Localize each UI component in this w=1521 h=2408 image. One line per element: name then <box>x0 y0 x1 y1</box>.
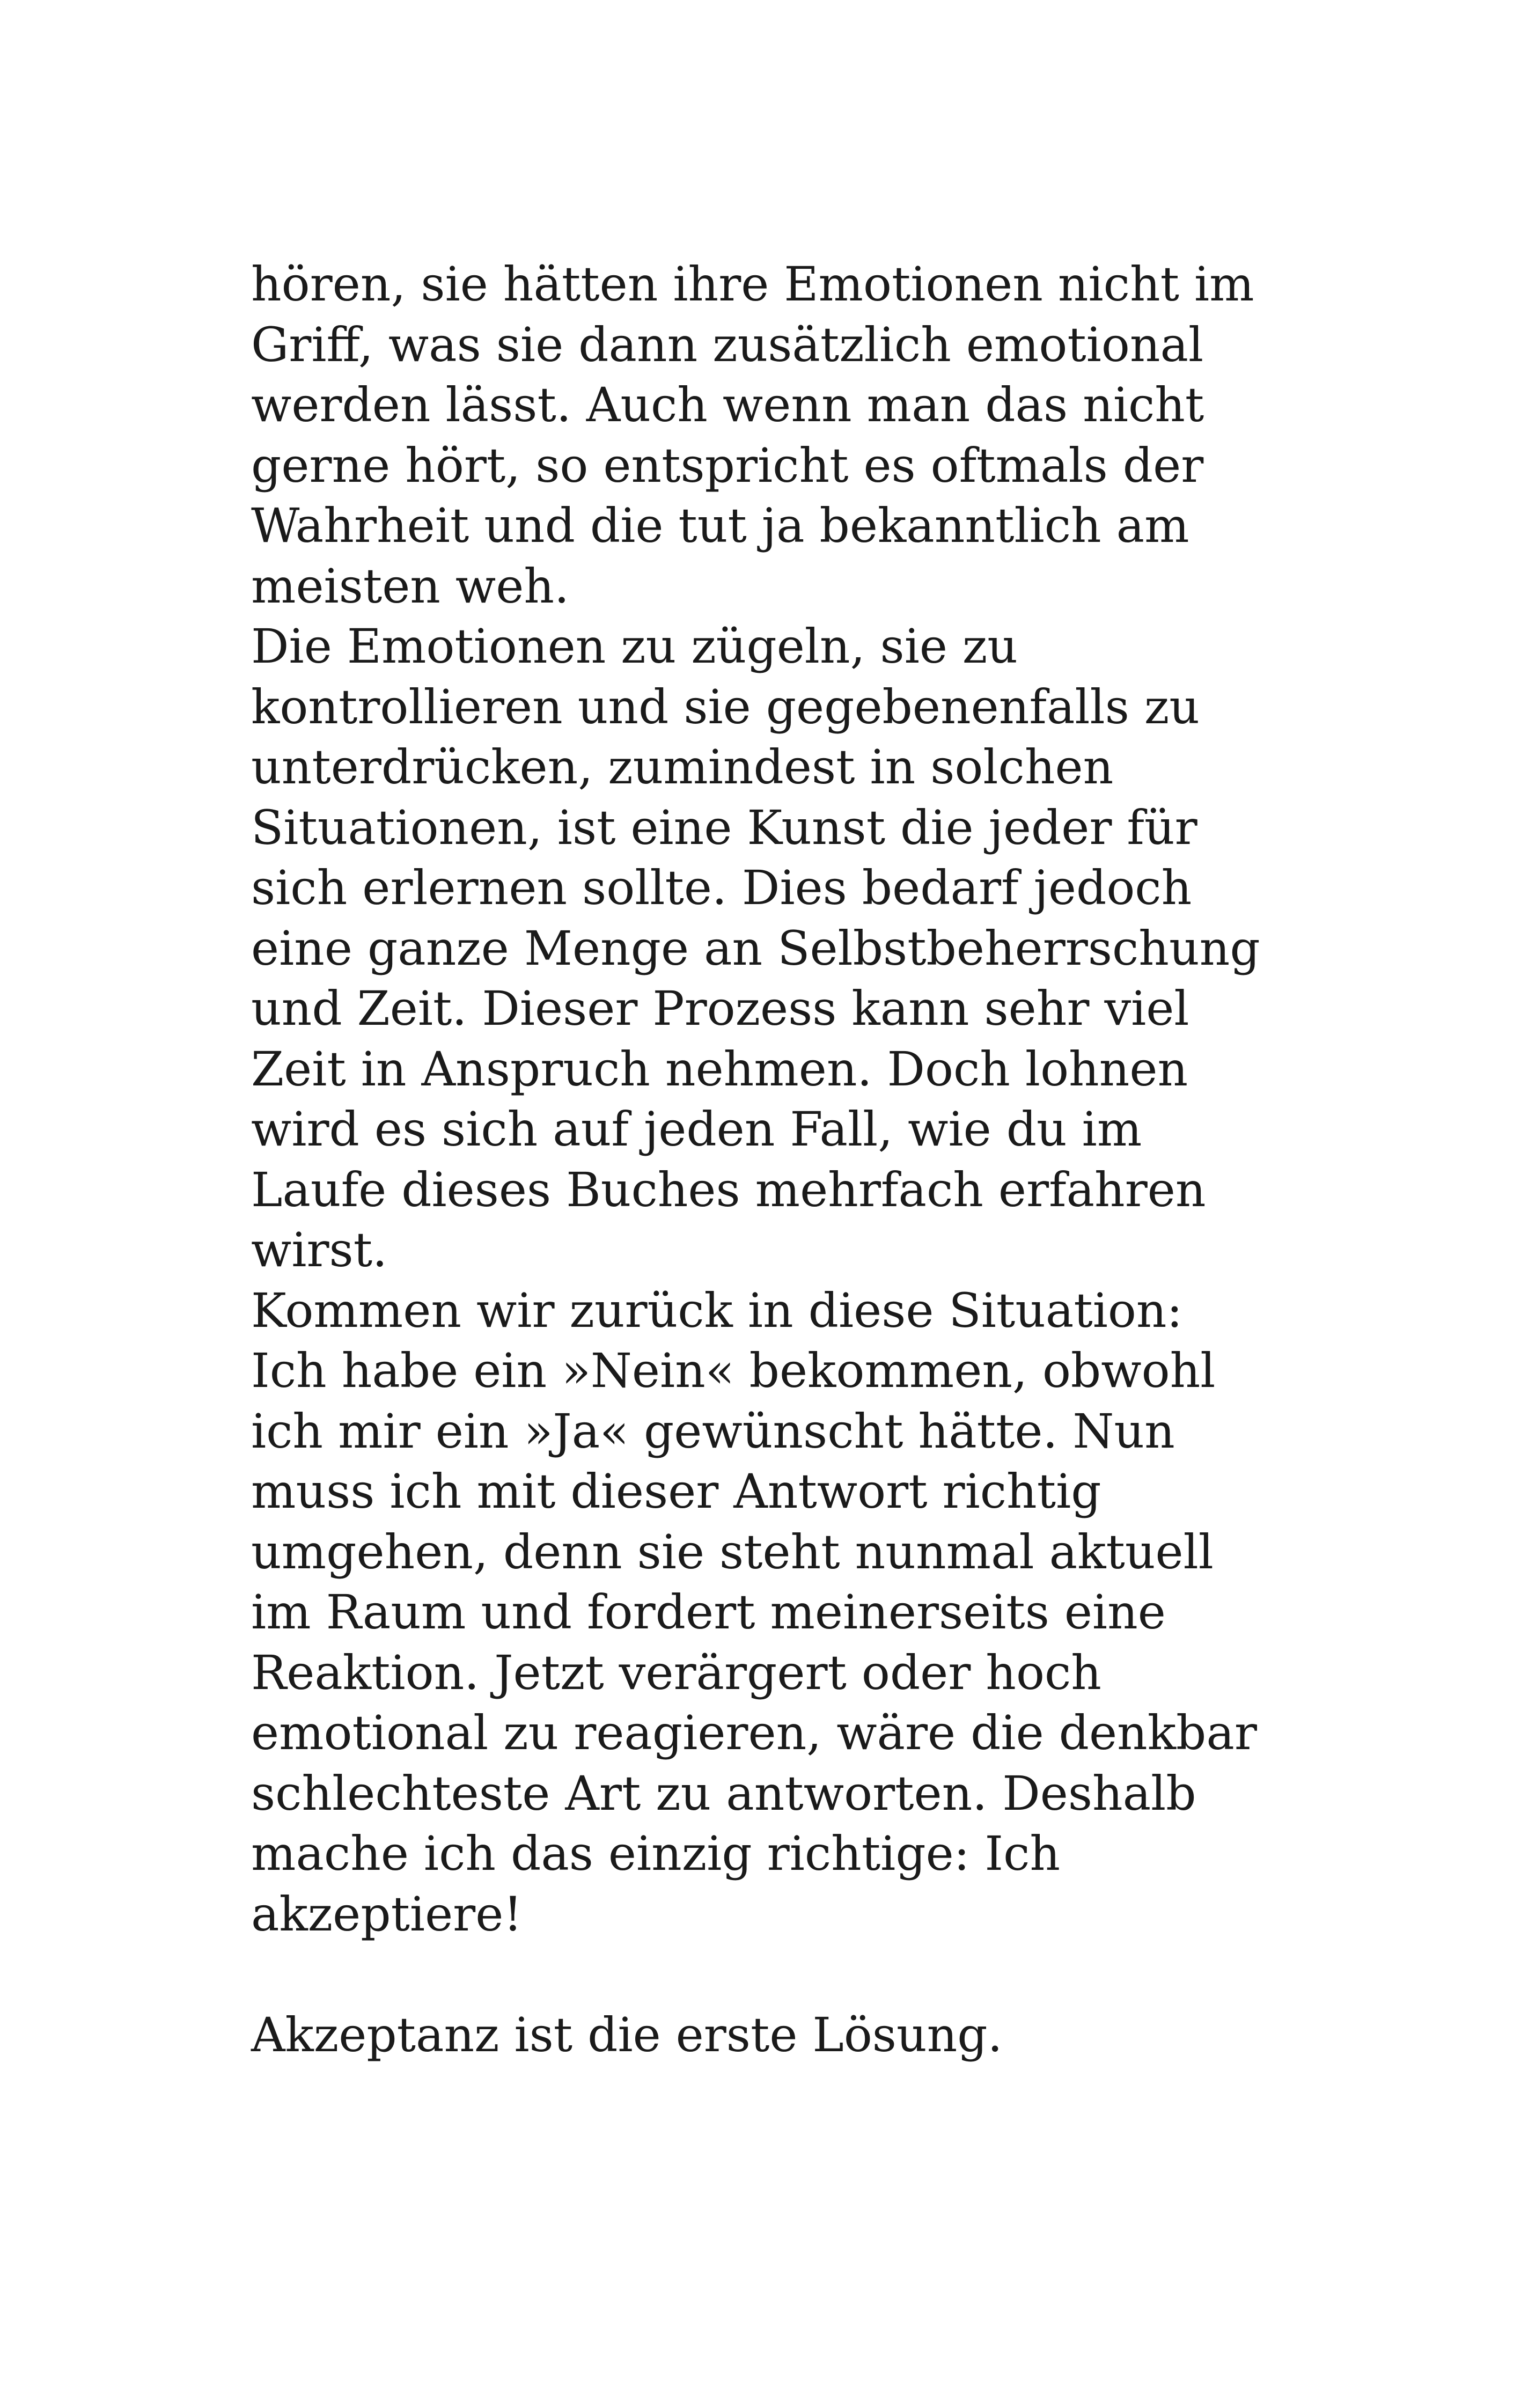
closing-line: Akzeptanz ist die erste Lösung. <box>251 2007 1003 2062</box>
text-line: hören, sie hätten ihre Emotionen nicht im <box>251 256 1254 312</box>
page-text <box>251 254 1324 2065</box>
paragraph-spacer <box>251 1944 1324 2005</box>
text-line: im Raum und fordert meinerseits eine <box>251 1584 1166 1640</box>
text-line: wird es sich auf jeden Fall, wie du im <box>251 1102 1142 1157</box>
text-line: Die Emotionen zu zügeln, sie zu <box>251 619 1018 674</box>
text-line: muss ich mit dieser Antwort richtig <box>251 1464 1101 1519</box>
text-line: Zeit in Anspruch nehmen. Doch lohnen <box>251 1041 1188 1097</box>
text-line: sich erlernen sollte. Dies bedarf jedoch <box>251 860 1192 915</box>
text-line: kontrollieren und sie gegebenenfalls zu <box>251 679 1200 735</box>
paragraph-3 <box>251 1281 1324 1945</box>
text-line: Situationen, ist eine Kunst die jeder für <box>251 799 1197 855</box>
text-line: gerne hört, so entspricht es oftmals der <box>251 437 1204 493</box>
text-line: ich mir ein »Ja« gewünscht hätte. Nun <box>251 1403 1175 1459</box>
paragraph-1 <box>251 254 1324 616</box>
text-line: Wahrheit und die tut ja bekanntlich am <box>251 498 1189 553</box>
text-line: Ich habe ein »Nein« bekommen, obwohl <box>251 1343 1216 1398</box>
text-line: Laufe dieses Buches mehrfach erfahren <box>251 1162 1206 1217</box>
text-line: emotional zu reagieren, wäre die denkbar <box>251 1705 1257 1760</box>
text-line: Reaktion. Jetzt verärgert oder hoch <box>251 1645 1101 1700</box>
paragraph-2 <box>251 616 1324 1281</box>
text-line: werden lässt. Auch wenn man das nicht <box>251 377 1204 432</box>
text-line: akzeptiere! <box>251 1886 523 1942</box>
text-line: unterdrücken, zumindest in solchen <box>251 739 1114 795</box>
text-line: Griff, was sie dann zusätzlich emotional <box>251 317 1204 372</box>
text-line: mache ich das einzig richtige: Ich <box>251 1826 1061 1881</box>
text-line: eine ganze Menge an Selbstbeherrschung <box>251 920 1260 976</box>
text-line: schlechteste Art zu antworten. Deshalb <box>251 1765 1196 1821</box>
text-line: und Zeit. Dieser Prozess kann sehr viel <box>251 981 1189 1036</box>
text-line: meisten weh. <box>251 558 569 614</box>
text-line: Kommen wir zurück in diese Situation: <box>251 1282 1183 1338</box>
text-line: wirst. <box>251 1222 388 1278</box>
text-line: umgehen, denn sie steht nunmal aktuell <box>251 1524 1214 1580</box>
